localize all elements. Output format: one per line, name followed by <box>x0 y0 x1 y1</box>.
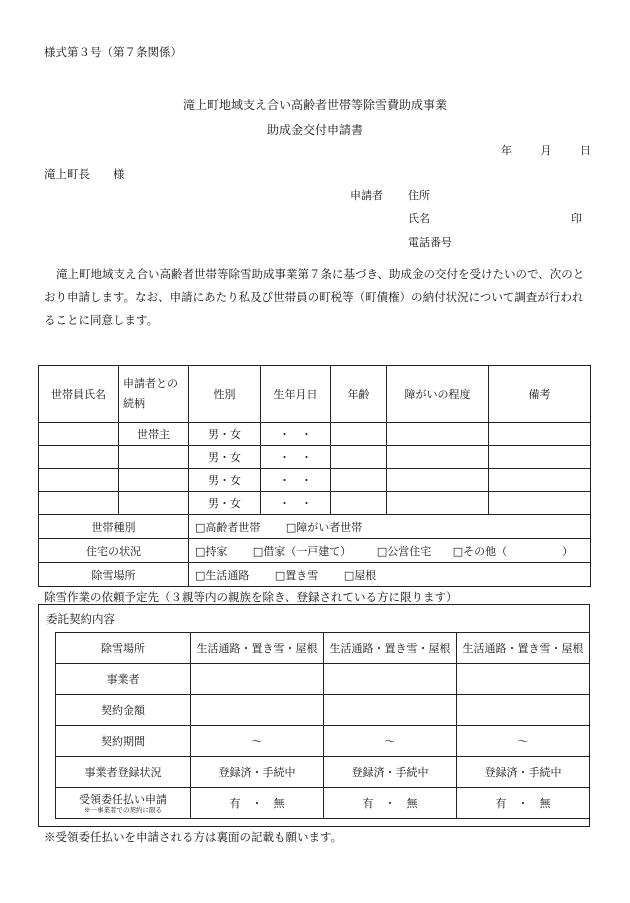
age-cell[interactable] <box>331 492 387 515</box>
footnote: ※受領委任払いを申請される方は裏面の記載も願います。 <box>44 830 343 844</box>
delegation-value-3[interactable]: 有 ・ 無 <box>457 788 590 819</box>
relation-cell[interactable] <box>119 469 189 492</box>
period-value-1[interactable]: ～ <box>191 726 324 757</box>
registration-row <box>56 757 590 788</box>
housing-options <box>189 539 591 563</box>
gender-cell[interactable]: 男・女 <box>189 446 261 469</box>
applicant-label: 申請者 <box>350 189 383 202</box>
delegation-note: ※一事業者での契約に限る <box>84 805 162 814</box>
addressee: 滝上町長 様 <box>44 167 125 181</box>
remarks-cell[interactable] <box>489 423 591 446</box>
date-year: 年 <box>501 144 512 157</box>
contractor-cell[interactable] <box>191 664 324 695</box>
remarks-cell[interactable] <box>489 446 591 469</box>
table-row <box>39 423 591 446</box>
household-type-row <box>39 515 591 539</box>
name-label: 氏名 <box>408 212 430 225</box>
gender-cell[interactable]: 男・女 <box>189 423 261 446</box>
age-cell[interactable] <box>331 469 387 492</box>
birthdate-cell[interactable]: ・ ・ <box>261 492 331 515</box>
snow-location-row <box>39 563 591 587</box>
registration-value-1[interactable]: 登録済・手続中 <box>191 757 324 788</box>
form-subtitle: 助成金交付申請書 <box>266 123 363 137</box>
checkbox-path[interactable]: □生活通路 <box>195 568 250 582</box>
member-name-cell[interactable] <box>39 446 119 469</box>
gender-cell[interactable]: 男・女 <box>189 492 261 515</box>
header-birthdate: 生年月日 <box>261 366 331 423</box>
registration-label: 事業者登録状況 <box>56 757 191 788</box>
checkbox-roof[interactable]: □屋根 <box>343 568 377 582</box>
address-label: 住所 <box>408 189 430 202</box>
housing-label: 住宅の状況 <box>39 539 189 563</box>
location-value-2[interactable]: 生活通路・置き雪・屋根 <box>324 633 457 664</box>
relation-cell[interactable] <box>119 446 189 469</box>
header-relation: 申請者との続柄 <box>119 366 189 423</box>
checkbox-public[interactable]: □公営住宅 <box>376 544 432 558</box>
contract-table <box>55 632 590 819</box>
birthdate-cell[interactable]: ・ ・ <box>261 446 331 469</box>
contract-location-row <box>56 633 590 664</box>
housing-row <box>39 539 591 563</box>
age-cell[interactable] <box>331 446 387 469</box>
header-remarks: 備考 <box>489 366 591 423</box>
checkbox-owned[interactable]: □持家 <box>195 544 228 558</box>
location-label: 除雪場所 <box>56 633 191 664</box>
header-gender: 性別 <box>189 366 261 423</box>
household-type-label: 世帯種別 <box>39 515 189 539</box>
household-type-options <box>189 515 591 539</box>
delegation-value-2[interactable]: 有 ・ 無 <box>324 788 457 819</box>
location-value-3[interactable]: 生活通路・置き雪・屋根 <box>457 633 590 664</box>
registration-value-2[interactable]: 登録済・手続中 <box>324 757 457 788</box>
remarks-cell[interactable] <box>489 492 591 515</box>
remarks-cell[interactable] <box>489 469 591 492</box>
age-cell[interactable] <box>331 423 387 446</box>
disability-cell[interactable] <box>387 446 489 469</box>
birthdate-cell[interactable]: ・ ・ <box>261 469 331 492</box>
contractor-cell[interactable] <box>324 664 457 695</box>
date-day: 日 <box>580 144 591 157</box>
member-name-cell[interactable] <box>39 423 119 446</box>
checkbox-elderly[interactable]: □高齢者世帯 <box>195 520 261 534</box>
checkbox-placed-snow[interactable]: □置き雪 <box>274 568 319 582</box>
household-table <box>38 365 591 587</box>
contract-label: 委託契約内容 <box>46 612 115 626</box>
amount-row <box>56 695 590 726</box>
consent-paragraph: 滝上町地域支え合い高齢者世帯等除雪助成事業第７条に基づき、助成金の交付を受けたいので、次のとおり申請します。なお、申請にあたり私及び世帯員の町税等（町債権）の納付状況について調査が行われることに同意します。 <box>44 267 585 327</box>
delegation-row <box>56 788 590 819</box>
gender-cell[interactable]: 男・女 <box>189 469 261 492</box>
header-disability: 障がいの程度 <box>387 366 489 423</box>
header-age: 年齢 <box>331 366 387 423</box>
contractor-cell[interactable] <box>457 664 590 695</box>
relation-cell[interactable] <box>119 492 189 515</box>
relation-cell[interactable]: 世帯主 <box>119 423 189 446</box>
birthdate-cell[interactable]: ・ ・ <box>261 423 331 446</box>
household-header-row <box>39 366 591 423</box>
delegation-label: 受領委任払い申請 <box>79 792 167 806</box>
period-value-2[interactable]: ～ <box>324 726 457 757</box>
amount-cell[interactable] <box>191 695 324 726</box>
delegation-label-cell <box>56 788 191 819</box>
disability-cell[interactable] <box>387 469 489 492</box>
period-row <box>56 726 590 757</box>
amount-cell[interactable] <box>324 695 457 726</box>
delegation-value-1[interactable]: 有 ・ 無 <box>191 788 324 819</box>
checkbox-other[interactable]: □その他（ ） <box>452 544 574 558</box>
contractor-label: 事業者 <box>56 664 191 695</box>
header-name: 世帯員氏名 <box>39 366 119 423</box>
table-row <box>39 469 591 492</box>
disability-cell[interactable] <box>387 423 489 446</box>
location-value-1[interactable]: 生活通路・置き雪・屋根 <box>191 633 324 664</box>
date-row <box>501 142 591 158</box>
disability-cell[interactable] <box>387 492 489 515</box>
member-name-cell[interactable] <box>39 492 119 515</box>
member-name-cell[interactable] <box>39 469 119 492</box>
date-month: 月 <box>540 144 552 157</box>
form-number: 様式第３号（第７条関係） <box>44 45 182 59</box>
snow-location-label: 除雪場所 <box>39 563 189 587</box>
checkbox-disabled[interactable]: □障がい者世帯 <box>285 520 363 534</box>
period-value-3[interactable]: ～ <box>457 726 590 757</box>
form-title: 滝上町地域支え合い高齢者世帯等除雪費助成事業 <box>182 98 447 112</box>
amount-label: 契約金額 <box>56 695 191 726</box>
table-row <box>39 492 591 515</box>
registration-value-3[interactable]: 登録済・手続中 <box>457 757 590 788</box>
seal-mark: 印 <box>571 212 582 225</box>
checkbox-rented[interactable]: □借家（一戸建て） <box>252 544 352 558</box>
period-label: 契約期間 <box>56 726 191 757</box>
contractor-row <box>56 664 590 695</box>
phone-label: 電話番号 <box>408 236 452 249</box>
request-section-title: 除雪作業の依頼予定先（３親等内の親族を除き、登録されている方に限ります） <box>44 590 458 604</box>
amount-cell[interactable] <box>457 695 590 726</box>
table-row <box>39 446 591 469</box>
snow-location-options <box>189 563 591 587</box>
